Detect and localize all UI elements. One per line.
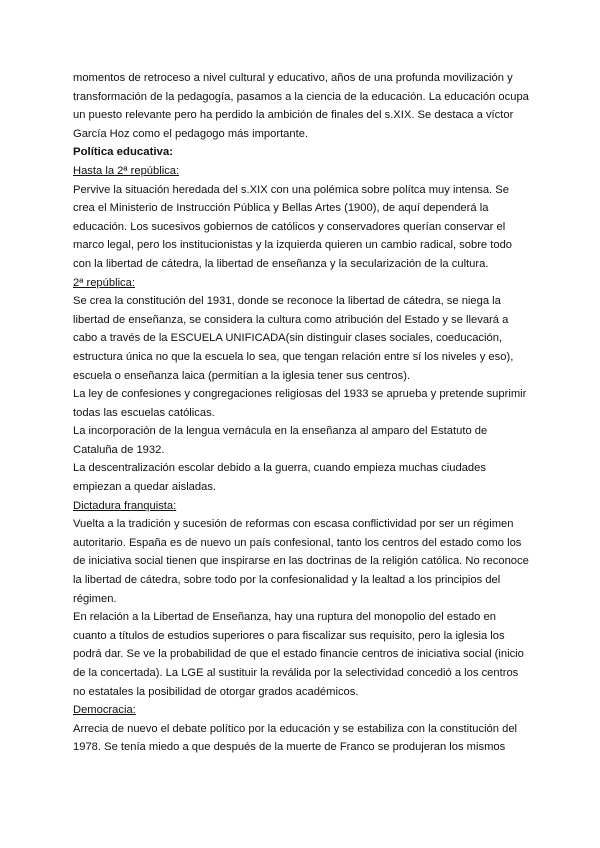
section-hasta-segunda-republica [73, 162, 530, 274]
subsection-title: Dictadura franquista: [73, 499, 177, 512]
section-dictadura-franquista [73, 497, 530, 702]
paragraph: Pervive la situación heredada del s.XIX con una polémica sobre polítca muy intensa. Se crea el Ministerio de Instrucción Pública y Bellas Artes (1900), de aquí dependerá la educación. Los sucesivos gobiernos de católicos y conservadores querían conservar el marco legal, pero los institucionistas y la izquierda quieren un cambio radical, sobre todo con la libertad de cátedra, la libertad de enseñanza y la secularización de la cultura. [73, 183, 513, 270]
paragraph: Se crea la constitución del 1931, donde se reconoce la libertad de cátedra, se niega la libertad de enseñanza, se considera la cultura como atribución del Estado y se llevará a cabo a través de la ESCUELA UNIFICADA(sin distinguir clases sociales, coeducación, estructura única no que la escuela lo sea, que tengan relación entre sí los niveles y eso), escuela o enseñanza laica (permitían a la iglesia tener sus centros). [73, 295, 514, 382]
intro-block [73, 69, 530, 143]
paragraph: La ley de confesiones y congregaciones religiosas del 1933 se aprueba y pretende suprimir todas las escuelas católicas. [73, 388, 527, 419]
subsection-title: Hasta la 2ª república: [73, 164, 180, 177]
paragraph: La descentralización escolar debido a la guerra, cuando empieza muchas ciudades empiezan a quedar aisladas. [73, 462, 486, 494]
section-segunda-republica [73, 274, 530, 497]
subsection-title: Democracia: [73, 704, 136, 717]
intro-paragraph: momentos de retroceso a nivel cultural y educativo, años de una profunda movilización y transformación de la pedagogía, pasamos a la ciencia de la educación. La educación ocupa un puesto relevante pero ha perdido la ambición de finales del s.XIX. Se destaca a víctor García Hoz como el pedagogo más importante. [73, 72, 529, 140]
paragraph: Arrecia de nuevo el debate político por la educación y se estabiliza con la constitución del 1978. Se tenía miedo a que después de la muerte de Franco se produjeran los mismos [73, 722, 518, 754]
subsection-title: 2ª república: [73, 276, 135, 289]
section-heading: Política educativa: [73, 146, 174, 159]
paragraph: La incorporación de la lengua vernácula en la enseñanza al amparo del Estatuto de Cataluña de 1932. [73, 425, 488, 456]
paragraph: Vuelta a la tradición y sucesión de reformas con escasa conflictividad por ser un régimen autoritario. España es de nuevo un país confesional, tanto los centros del estado como los de iniciativa social tienen que inspirarse en las doctrinas de la religión católica. No reconoce la libertad de cátedra, sobre todo por la confesionalidad y la lealtad a los principios del régimen. [73, 518, 529, 605]
section-democracia [73, 701, 530, 757]
paragraph: En relación a la Libertad de Enseñanza, hay una ruptura del monopolio del estado en cuanto a títulos de estudios superiores o para fiscalizar sus requisito, pero la iglesia los podrá dar. Se ve la probabilidad de que el estado financie centros de iniciativa social (inicio de la concertada). La LGE al sustituir la reválida por la selectividad concedió a los centros no estatales la posibilidad de otorgar grados académicos. [73, 611, 524, 698]
